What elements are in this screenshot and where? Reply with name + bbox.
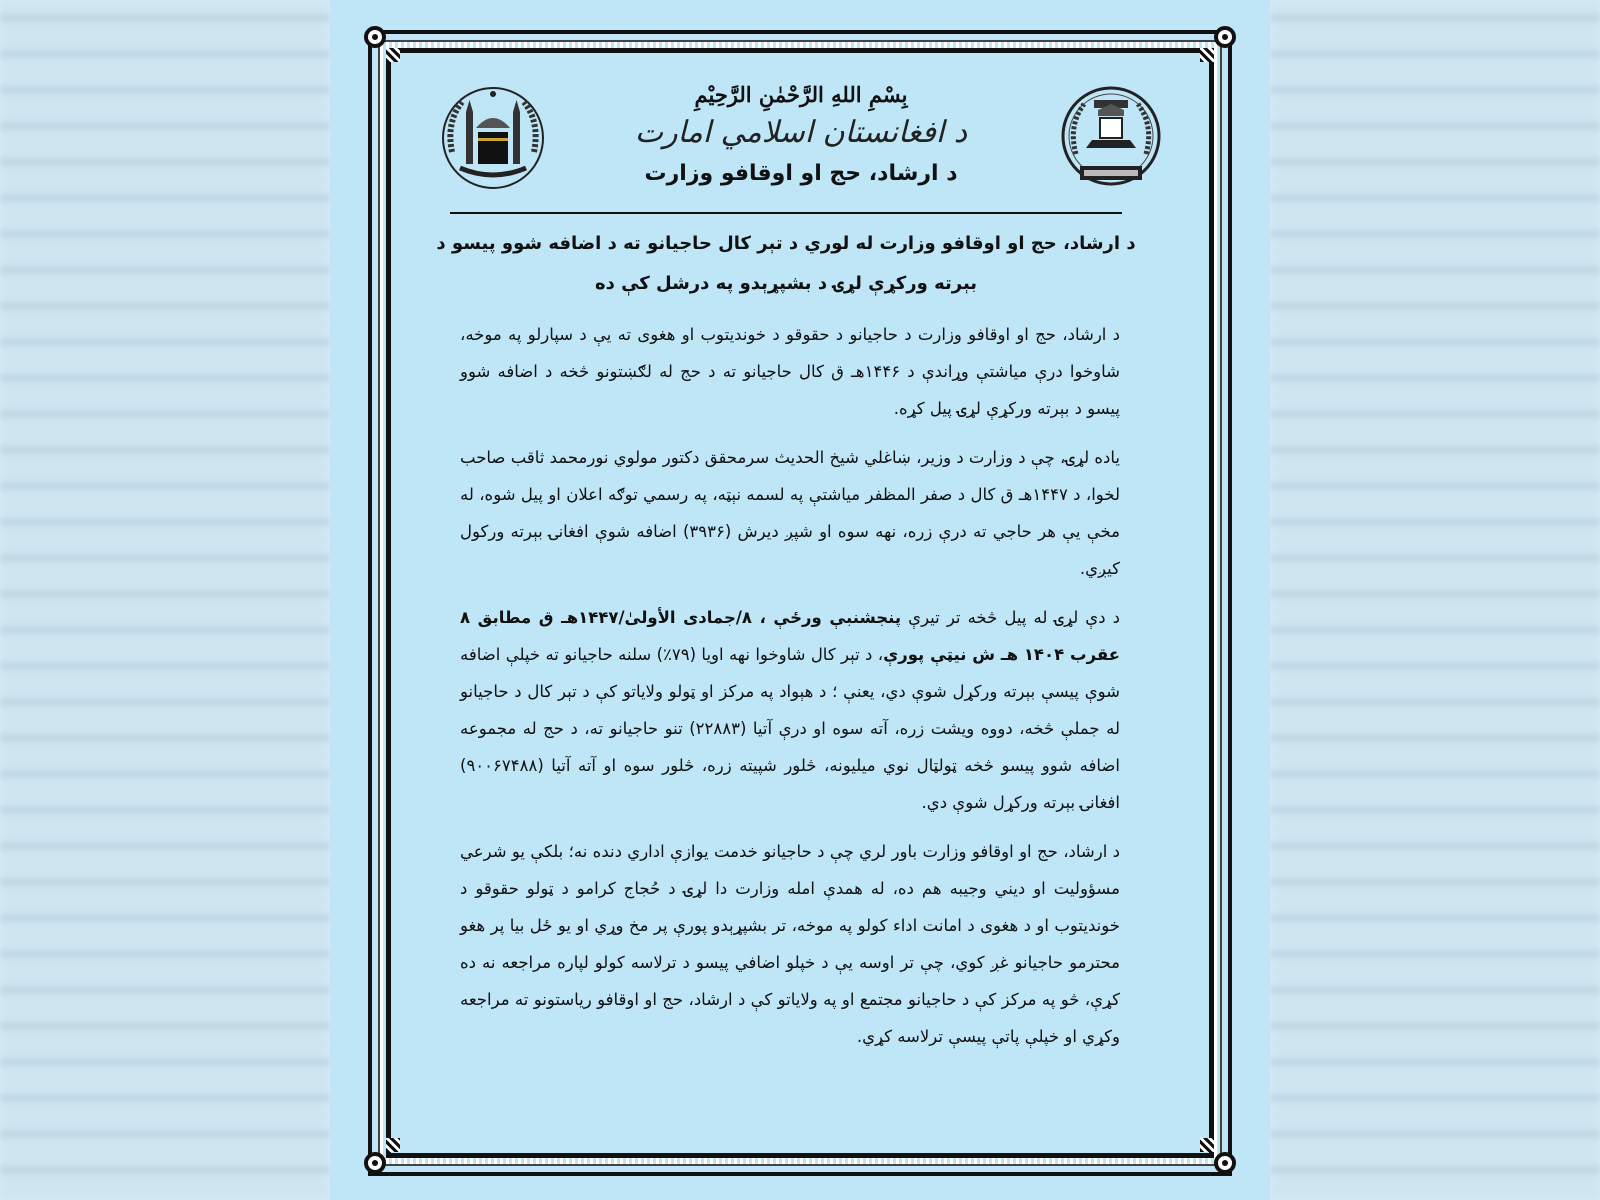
paragraph-1: د ارشاد، حج او اوقافو وزارت د حاجیانو د حقوقو د خوندیتوب او هغوی ته یې د سپارلو په موخه، شاوخوا درې میاشتې وړاندې د ۱۴۴۶هـ ق کال حاجیانو ته د حج له لګښتونو څخه د اضافه شوو پیسو د بېرته ورکړې لړۍ پیل کړه. [460, 325, 1120, 418]
headline-line-2: بېرته ورکړې لړۍ د بشپړېدو په درشل کې ده [594, 273, 978, 294]
ministry-seal-icon [432, 82, 554, 194]
document-header [596, 80, 1006, 192]
emirate-calligraphy: د افغانستان اسلامي امارت [634, 115, 968, 150]
paragraph-3-date-bold: پنجشنبې ورځې ، ۸/جمادی الأولیٰ/۱۴۴۷هـ ق مطابق ۸ عقرب ۱۴۰۴ هـ ش نیټې پورې [460, 608, 1120, 664]
document-headline [436, 224, 1136, 304]
basmala-text: بِسْمِ اللهِ الرَّحْمٰنِ الرَّحِيْمِ [694, 82, 908, 107]
document-body [460, 316, 1120, 1067]
background-blur-right [1270, 0, 1600, 1200]
ministry-title: د ارشاد، حج او اوقافو وزارت [644, 161, 958, 186]
headline-line-1: د ارشاد، حج او اوقافو وزارت له لوري د تېر کال حاجیانو ته د اضافه شوو پیسو د [436, 233, 1136, 254]
paragraph-3-start: د دې لړۍ له پیل څخه تر تیرې [901, 608, 1120, 627]
emirate-seal-icon [1050, 82, 1172, 194]
paragraph-3 [460, 599, 1120, 821]
paragraph-2: یاده لړۍ، چې د وزارت د وزیر، ښاغلي شیخ الحدیث سرمحقق دکتور مولوي نورمحمد ثاقب صاحب لخوا، د ۱۴۴۷هـ ق کال د صفر المظفر میاشتې په لسمه نېټه، په رسمي توګه اعلان او پیل شوه، له مخې یې هر حاجي ته درې زره، نهه سوه او شپږ دیرش (۳۹۳۶) اضافه شوې افغانۍ بېرته ورکول کیږي. [460, 448, 1120, 578]
paragraph-3-rest: ، د تېر کال شاوخوا نهه اویا (۷۹٪) سلنه حاجیانو ته خپلې اضافه شوې پیسې بېرته ورکړل شوې دي، یعنې ؛ د هېواد په مرکز او ټولو ولایاتو کې د تېر کال د حاجیانو له جملې څخه، دووه ویشت زره، آته سوه او درې آتیا (۲۲۸۸۳) تنو حاجیانو ته، د حج له مجموعه اضافه شوو پیسو څخه ټولټال نوي میلیونه، څلور شپیته زره، څلور سوه او آته آتیا (۹۰۰۶۷۴۸۸) افغانۍ بېرته ورکړل شوې دي. [460, 645, 1121, 812]
paragraph-4: د ارشاد، حج او اوقافو وزارت باور لري چې د حاجیانو خدمت یوازې اداري دنده نه؛ بلکې یو شرعي مسؤولیت او دیني وجیبه هم ده، له همدې امله وزارت دا لړۍ د حُجاج کرامو د ټولو حقوقو د خوندیتوب او د هغوی د امانت اداء کولو په موخه، تر بشپړېدو پورې پر مخ وړي او یو ځل بیا پر هغو محترمو حاجیانو غږ کوي، چې تر اوسه یې د خپلو اضافي پیسو د ترلاسه کولو لپاره مراجعه نه ده کړې، څو په مرکز کې د حاجیانو مجتمع او په ولایاتو کې د ارشاد، حج او اوقافو ریاستونو ته مراجعه وکړي او خپلې پاتې پیسې ترلاسه کړي. [460, 842, 1120, 1046]
document-page [330, 0, 1270, 1200]
document-content [396, 58, 1204, 1148]
background-blur-left [0, 0, 330, 1200]
header-divider [450, 212, 1122, 214]
